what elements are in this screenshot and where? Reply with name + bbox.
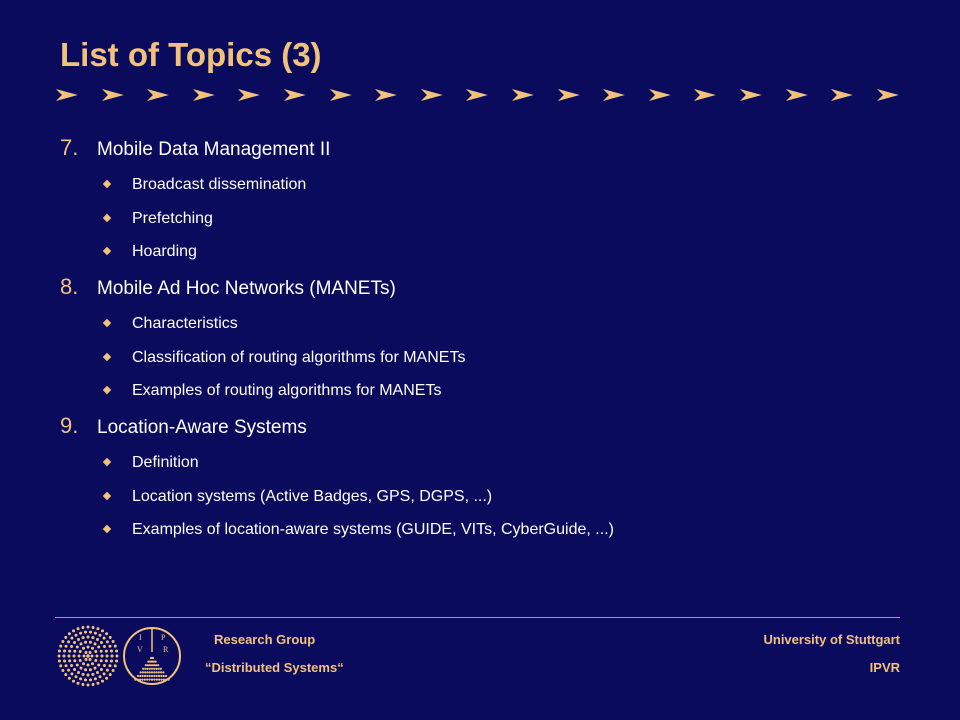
topic-number: 8. [60,274,79,299]
footer-divider [55,617,900,618]
topic-label: Mobile Ad Hoc Networks (MANETs) [97,278,396,299]
list-item [104,382,441,400]
topic-7 [60,135,330,161]
research-group-label: Research Group [214,632,316,647]
logo-letter: R [163,645,169,654]
list-item-label: Hoarding [132,243,197,260]
ipvr-logo [122,622,182,690]
list-item-label: Characteristics [132,315,238,332]
list-item [104,176,306,194]
diamond-bullet-icon [103,247,111,255]
list-item [104,488,492,506]
logo-letter: I [139,633,142,642]
diamond-bullet-icon [103,319,111,327]
logo-letter: V [137,645,143,654]
list-item-label: Classification of routing algorithms for MANETs [132,349,466,366]
university-seal-logo [56,624,120,688]
diamond-bullet-icon [103,353,111,361]
slide-title: List of Topics (3) [60,36,322,73]
list-item-label: Examples of location-aware systems (GUIDE, VITs, CyberGuide, ...) [132,521,614,538]
diamond-bullet-icon [103,180,111,188]
topic-number: 7. [60,135,79,160]
list-item [104,315,238,333]
list-item [104,521,614,539]
ipvr-label: IPVR [869,660,900,675]
list-item-label: Prefetching [132,210,213,227]
list-item-label: Examples of routing algorithms for MANETs [132,382,442,399]
list-item [104,210,213,228]
topic-label: Location-Aware Systems [97,417,307,438]
topic-8 [60,274,396,300]
list-item [104,243,197,261]
topic-9 [60,413,307,439]
diamond-bullet-icon [103,386,111,394]
distributed-systems-label: “Distributed Systems“ [205,660,344,675]
diamond-bullet-icon [103,492,111,500]
logo-letter: P [161,633,166,642]
diamond-bullet-icon [103,458,111,466]
topic-number: 9. [60,413,79,438]
university-label: University of Stuttgart [763,632,900,647]
diamond-bullet-icon [103,214,111,222]
diamond-bullet-icon [103,525,111,533]
list-item-label: Location systems (Active Badges, GPS, DGPS, ...) [132,488,493,505]
list-item [104,349,465,367]
list-item-label: Broadcast dissemination [132,176,307,193]
list-item-label: Definition [132,454,199,471]
topic-label: Mobile Data Management II [97,139,331,160]
list-item [104,454,199,472]
